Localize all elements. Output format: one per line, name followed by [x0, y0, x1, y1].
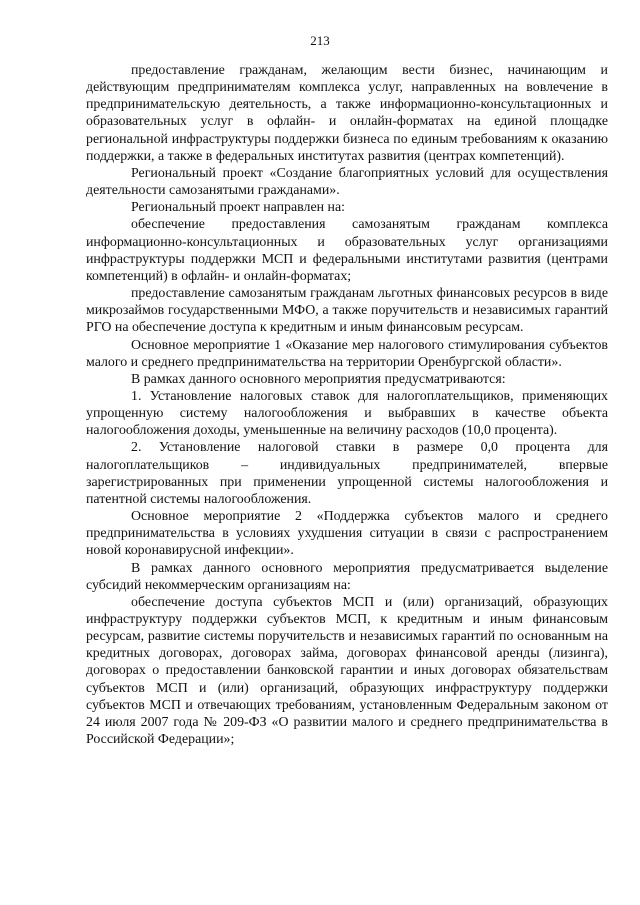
paragraph: 1. Установление налоговых ставок для налогоплательщиков, применяющих упрощенную систему налогообложения и выбравших в качестве объекта налогообложения доходы, уменьшенные на величину расходов (10,0 процента). — [86, 388, 608, 439]
paragraph: предоставление самозанятым гражданам льготных финансовых ресурсов в виде микрозаймов государственными МФО, а также поручительств и независимых гарантий РГО на обеспечение доступа к кредитным и иным финансовым ресурсам. — [86, 286, 608, 336]
page-number: 213 — [310, 33, 330, 48]
body-text — [86, 62, 608, 748]
paragraph: Региональный проект «Создание благоприятных условий для осуществления деятельности самозанятыми гражданами». — [86, 165, 608, 199]
paragraph: Региональный проект направлен на: — [131, 200, 346, 216]
paragraph: В рамках данного основного мероприятия предусматриваются: — [131, 371, 506, 387]
paragraph: В рамках данного основного мероприятия предусматривается выделение субсидий некоммерческим организациям на: — [86, 560, 608, 593]
paragraph: обеспечение предоставления самозанятым гражданам комплекса информационно-консультационных и образовательных услуг организациями инфраструктуры поддержки МСП и федеральными институтами развития (центрами компетенций) в офлайн- и онлайн-форматах; — [86, 217, 608, 284]
paragraph: 2. Установление налоговой ставки в размере 0,0 процента для налогоплательщиков – индивидуальных предпринимателей, впервые зарегистрированных при применении упрощенной системы налогообложения и патентной системы налогообложения. — [86, 440, 608, 507]
paragraph: предоставление гражданам, желающим вести бизнес, начинающим и действующим предпринимателям комплекса услуг, направленных на вовлечение в предпринимательскую деятельность, а также информационно-консультационных и образовательных услуг в офлайн- и онлайн-форматах на единой площадке региональной инфраструктуры поддержки бизнеса по единым требованиям к оказанию поддержки, а также в федеральных институтах развития (центрах компетенций). — [86, 63, 608, 164]
paragraph: Основное мероприятие 1 «Оказание мер налогового стимулирования субъектов малого и среднего предпринимательства на территории Оренбургской области». — [86, 337, 608, 370]
paragraph: обеспечение доступа субъектов МСП и (или) организаций, образующих инфраструктуру поддержки субъектов МСП, к кредитным и иным финансовым ресурсам, развитие системы поручительств и независимых гарантий по основанным на кредитных договорах, договорах займа, договорах финансовой аренды (лизинга), договорах о предоставлении банковской гарантии и иных договорах обязательствам субъектов МСП и (или) организаций, образующих инфраструктуру поддержки субъектов МСП и отвечающих требованиям, установленным Федеральным законом от 24 июля 2007 года № 209-ФЗ «О развитии малого и среднего предпринимательства в Российской Федерации»; — [86, 594, 608, 748]
paragraph: Основное мероприятие 2 «Поддержка субъектов малого и среднего предпринимательства в условиях ухудшения ситуации в связи с распространением новой коронавирусной инфекции». — [86, 509, 608, 559]
